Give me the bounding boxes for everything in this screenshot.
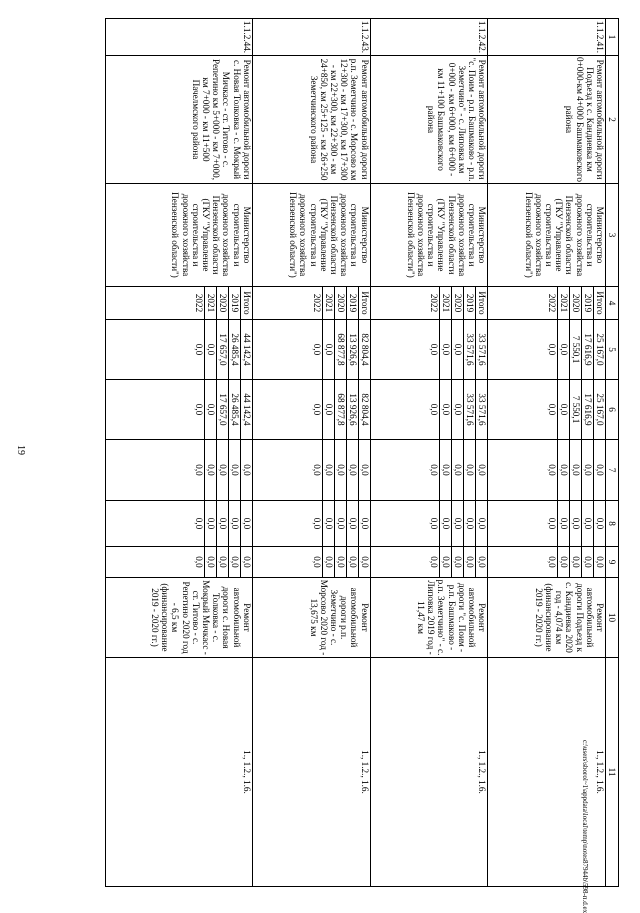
value-cell: 0,0 — [439, 320, 451, 379]
amount-total — [252, 320, 370, 380]
value-cell: 82 804,4 — [358, 320, 370, 379]
column-header: 10 — [606, 578, 619, 658]
row-code: 1.1.2.41. — [488, 19, 606, 56]
years-cell — [488, 287, 606, 320]
amount-federal — [370, 440, 488, 501]
value-cell: 2021 — [439, 287, 451, 319]
value-cell: 0,0 — [463, 501, 475, 546]
value-cell: 2019 — [581, 287, 593, 319]
value-cell: 0,0 — [358, 501, 370, 546]
value-cell: 25 167,0 — [593, 320, 605, 379]
amount-federal — [106, 440, 253, 501]
value-cell: Итого — [475, 287, 487, 319]
amount-total — [370, 320, 488, 380]
value-cell: 0,0 — [193, 517, 204, 530]
value-cell: 0,0 — [439, 440, 451, 500]
column-header: 11 — [606, 658, 619, 887]
value-cell: 0,0 — [451, 320, 463, 379]
value-cell: 2019 — [228, 287, 240, 319]
value-cell: 0,0 — [204, 320, 216, 379]
value-cell: 25 167,0 — [593, 380, 605, 439]
value-cell: 0,0 — [193, 464, 204, 476]
column-header: 4 — [606, 287, 619, 320]
value-cell: 68 877,8 — [334, 320, 346, 379]
row-code: 1.1.2.42. — [370, 19, 488, 56]
value-cell: 7 550,1 — [569, 380, 581, 439]
value-cell: 0,0 — [193, 343, 204, 356]
value-cell: 0,0 — [429, 517, 440, 530]
value-cell: 2021 — [322, 287, 334, 319]
amount-federal — [488, 440, 606, 501]
value-cell: 17 657,0 — [216, 380, 228, 439]
value-cell: 0,0 — [547, 517, 557, 530]
value-cell: 0,0 — [451, 547, 463, 577]
value-cell: 0,0 — [322, 380, 334, 439]
value-cell: 0,0 — [346, 501, 358, 546]
executor: Министерство строительства и дорожного хозяйства Пензенской области (ГКУ "Управление строительства и дорожного хозяйства Пензенской области") — [370, 184, 488, 287]
value-cell: 2022 — [311, 293, 322, 313]
value-cell: 0,0 — [451, 440, 463, 500]
value-cell: 2020 — [569, 287, 581, 319]
value-cell: 0,0 — [193, 556, 204, 568]
value-cell: 2022 — [193, 293, 204, 313]
value-cell: 2020 — [451, 287, 463, 319]
value-cell: 0,0 — [557, 440, 569, 500]
value-cell: 2022 — [429, 293, 440, 313]
value-cell: 0,0 — [593, 440, 605, 500]
value-cell: 0,0 — [334, 501, 346, 546]
value-cell: 33 571,6 — [475, 320, 487, 379]
amount-local — [488, 501, 606, 547]
value-cell: 33 571,6 — [463, 320, 475, 379]
target-links: 1., 1.2., 1.6. — [488, 658, 606, 887]
value-cell: 0,0 — [240, 501, 252, 546]
amount-other — [106, 547, 253, 578]
value-cell: 44 142,4 — [240, 380, 252, 439]
value-cell: 0,0 — [439, 501, 451, 546]
value-cell: 0,0 — [429, 343, 440, 356]
expected-result: Ремонт автомобильной дороги с. Новая Толковка - с. Мокрый Мичкасс - ст. Титово - с. Репетино 2020 год - 6,5 км (финансирование 2019 - 2020 гг.) — [106, 578, 253, 658]
measure-name: Ремонт автомобильной дороги с. Новая Толковка - с. Мокрый Мичкасс - ст. Титово - с. Репетино км 5+000 - км 7+000, км 7+000 - км 11+500 Пачелмского района — [106, 56, 253, 184]
measure-name: Ремонт автомобильной дороги "с. Поим - р.п. Башмаково - р.п. Земетчино" - с. Липовка км 0+000 - км 6+000, км 6+000 - км 11+100 Башмаковского района — [370, 56, 488, 184]
value-cell: 0,0 — [439, 547, 451, 577]
value-cell: 0,0 — [593, 547, 605, 577]
value-cell: 13 926,6 — [346, 320, 358, 379]
amount-regional — [370, 380, 488, 440]
value-cell: 33 571,6 — [475, 380, 487, 439]
value-cell: 33 571,6 — [463, 380, 475, 439]
value-cell: Итого — [358, 287, 370, 319]
amount-local — [106, 501, 253, 547]
value-cell: 0,0 — [429, 403, 440, 416]
years-cell — [252, 287, 370, 320]
value-cell: 0,0 — [216, 547, 228, 577]
amount-federal — [252, 440, 370, 501]
value-cell: 0,0 — [311, 403, 322, 416]
value-cell: 0,0 — [475, 547, 487, 577]
value-cell: 0,0 — [569, 440, 581, 500]
value-cell: 0,0 — [228, 440, 240, 500]
table-row — [106, 19, 253, 887]
target-links: 1., 1.2., 1.6. — [106, 658, 253, 887]
footer-file-path: c:\users\sborol~1\appdata\local\temp\notes87944b\598-п.d.ex — [581, 740, 589, 913]
value-cell: 68 877,8 — [334, 380, 346, 439]
value-cell: 0,0 — [451, 501, 463, 546]
value-cell: 0,0 — [311, 464, 322, 476]
value-cell: 17 657,0 — [216, 320, 228, 379]
row-code: 1.1.2.43. — [252, 19, 370, 56]
value-cell: 0,0 — [557, 501, 569, 546]
years-cell — [370, 287, 488, 320]
value-cell: 2021 — [204, 287, 216, 319]
column-header: 5 — [606, 320, 619, 380]
amount-total — [488, 320, 606, 380]
measure-name: Ремонт автомобильной дороги р.п. Земетчино - с. Морсово км 12+300 - км 17+300, км 17+300 - км 22+300, км 22+300 - км 24+850, км 25+125 - км 26+250 Земетчинского района — [252, 56, 370, 184]
value-cell: 2020 — [216, 287, 228, 319]
value-cell: 0,0 — [228, 547, 240, 577]
value-cell: 0,0 — [322, 320, 334, 379]
expected-result: Ремонт автомобильной дороги Подъезд к с. Кандиевка 2020 год - 4,074 км (финансирование 2019 - 2020 гг.) — [488, 578, 606, 658]
value-cell: 17 616,9 — [581, 380, 593, 439]
value-cell: 0,0 — [193, 403, 204, 416]
column-header: 2 — [606, 56, 619, 184]
value-cell: 2019 — [346, 287, 358, 319]
value-cell: 0,0 — [346, 547, 358, 577]
value-cell: 2020 — [334, 287, 346, 319]
value-cell: 0,0 — [569, 547, 581, 577]
value-cell: 0,0 — [581, 501, 593, 546]
value-cell: 0,0 — [451, 380, 463, 439]
column-header: 7 — [606, 440, 619, 501]
value-cell: 0,0 — [322, 440, 334, 500]
column-header: 3 — [606, 184, 619, 287]
value-cell: 0,0 — [463, 440, 475, 500]
value-cell: 0,0 — [204, 440, 216, 500]
value-cell: 0,0 — [240, 547, 252, 577]
value-cell: 26 485,4 — [228, 380, 240, 439]
years-cell — [106, 287, 253, 320]
amount-regional — [252, 380, 370, 440]
value-cell: 2019 — [463, 287, 475, 319]
value-cell: 0,0 — [334, 440, 346, 500]
value-cell: 0,0 — [216, 501, 228, 546]
value-cell: 0,0 — [581, 547, 593, 577]
amount-local — [370, 501, 488, 547]
value-cell: Итого — [240, 287, 252, 319]
value-cell: 0,0 — [240, 440, 252, 500]
column-header: 1 — [606, 19, 619, 56]
value-cell: 2022 — [547, 293, 557, 313]
value-cell: 2021 — [557, 287, 569, 319]
value-cell: 0,0 — [358, 547, 370, 577]
column-header: 8 — [606, 501, 619, 547]
value-cell: 0,0 — [358, 440, 370, 500]
value-cell: 0,0 — [547, 403, 557, 416]
value-cell: 0,0 — [557, 547, 569, 577]
rotated-table-container — [105, 18, 619, 886]
value-cell: 0,0 — [581, 440, 593, 500]
value-cell: 0,0 — [593, 501, 605, 546]
executor: Министерство строительства и дорожного хозяйства Пензенской области (ГКУ "Управление строительства и дорожного хозяйства Пензенской области") — [106, 184, 253, 287]
value-cell: 7 550,1 — [569, 320, 581, 379]
amount-other — [252, 547, 370, 578]
expected-result: Ремонт автомобильной дороги "с. Поим - р.п. Башмаково - р.п. Земетчино" - с. Липовка 2019 год - 11,47 км — [370, 578, 488, 658]
value-cell: 0,0 — [439, 380, 451, 439]
column-header: 6 — [606, 380, 619, 440]
value-cell: 0,0 — [547, 556, 557, 568]
program-table — [105, 18, 619, 887]
value-cell: 17 616,9 — [581, 320, 593, 379]
expected-result: Ремонт автомобильной дороги р.п. Земетчино - с. Морсово 2020 год - 13,675 км — [252, 578, 370, 658]
executor: Министерство строительства и дорожного хозяйства Пензенской области (ГКУ "Управление строительства и дорожного хозяйства Пензенской области") — [252, 184, 370, 287]
value-cell: 0,0 — [311, 517, 322, 530]
value-cell: 44 142,4 — [240, 320, 252, 379]
value-cell: 0,0 — [334, 547, 346, 577]
value-cell: 0,0 — [204, 547, 216, 577]
amount-total — [106, 320, 253, 380]
value-cell: 0,0 — [204, 501, 216, 546]
value-cell: 0,0 — [557, 380, 569, 439]
amount-regional — [488, 380, 606, 440]
amount-local — [252, 501, 370, 547]
table-row — [252, 19, 370, 887]
value-cell: 0,0 — [322, 547, 334, 577]
value-cell: 0,0 — [475, 501, 487, 546]
page-number: 19 — [15, 445, 26, 455]
target-links: 1., 1.2., 1.6. — [370, 658, 488, 887]
executor: Министерство строительства и дорожного хозяйства Пензенской области (ГКУ "Управление строительства и дорожного хозяйства Пензенской области") — [488, 184, 606, 287]
value-cell: 0,0 — [228, 501, 240, 546]
target-links: 1., 1.2., 1.6. — [252, 658, 370, 887]
value-cell: Итого — [593, 287, 605, 319]
value-cell: 0,0 — [547, 343, 557, 356]
amount-regional — [106, 380, 253, 440]
value-cell: 0,0 — [429, 464, 440, 476]
value-cell: 26 485,4 — [228, 320, 240, 379]
value-cell: 0,0 — [311, 343, 322, 356]
header-row — [606, 19, 619, 887]
value-cell: 0,0 — [322, 501, 334, 546]
value-cell: 13 926,6 — [346, 380, 358, 439]
value-cell: 0,0 — [204, 380, 216, 439]
value-cell: 0,0 — [475, 440, 487, 500]
table-row — [370, 19, 488, 887]
value-cell: 82 804,4 — [358, 380, 370, 439]
column-header: 9 — [606, 547, 619, 578]
amount-other — [370, 547, 488, 578]
value-cell: 0,0 — [216, 440, 228, 500]
value-cell: 0,0 — [547, 464, 557, 476]
row-code: 1.1.2.44. — [106, 19, 253, 56]
value-cell: 0,0 — [311, 556, 322, 568]
measure-name: Ремонт автомобильной дороги Подъезд к с. Кандиевка км 0+000-км 4+000 Башмаковского района — [488, 56, 606, 184]
value-cell: 0,0 — [463, 547, 475, 577]
value-cell: 0,0 — [429, 556, 440, 568]
value-cell: 0,0 — [557, 320, 569, 379]
value-cell: 0,0 — [569, 501, 581, 546]
value-cell: 0,0 — [346, 440, 358, 500]
amount-other — [488, 547, 606, 578]
